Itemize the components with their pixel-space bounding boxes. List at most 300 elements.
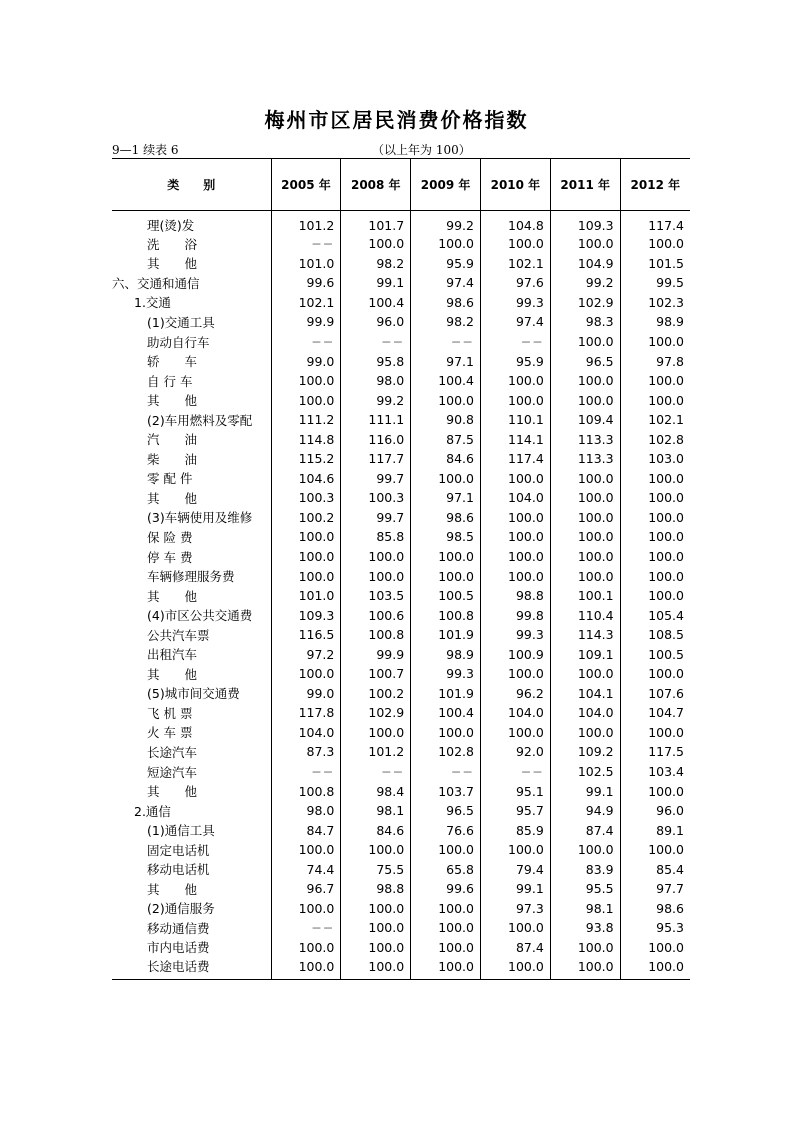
value-cell: −− bbox=[341, 762, 411, 782]
value-cell: 101.9 bbox=[411, 625, 481, 645]
value-cell: 100.9 bbox=[480, 644, 550, 664]
table-row bbox=[112, 860, 690, 880]
value-cell: −− bbox=[480, 762, 550, 782]
value-cell: 92.0 bbox=[480, 742, 550, 762]
value-cell: 85.9 bbox=[480, 820, 550, 840]
value-cell: 100.0 bbox=[620, 938, 690, 958]
table-row bbox=[112, 840, 690, 860]
row-label-cell bbox=[112, 918, 271, 938]
row-label-cell bbox=[112, 371, 271, 391]
value-cell: 99.0 bbox=[271, 351, 341, 371]
value-cell: 96.2 bbox=[480, 684, 550, 704]
value-cell: 109.3 bbox=[271, 605, 341, 625]
table-row bbox=[112, 410, 690, 430]
value-cell: 98.3 bbox=[550, 312, 620, 332]
value-cell: 99.9 bbox=[341, 644, 411, 664]
value-cell: −− bbox=[480, 332, 550, 352]
value-cell: 99.1 bbox=[550, 781, 620, 801]
value-cell: 100.0 bbox=[620, 469, 690, 489]
value-cell: 100.0 bbox=[341, 938, 411, 958]
value-cell: 100.0 bbox=[550, 508, 620, 528]
value-cell: 100.0 bbox=[550, 332, 620, 352]
value-cell: 99.3 bbox=[411, 664, 481, 684]
value-cell: 100.0 bbox=[550, 840, 620, 860]
value-cell: 100.0 bbox=[620, 390, 690, 410]
row-label-cell bbox=[112, 390, 271, 410]
value-cell: −− bbox=[271, 234, 341, 254]
value-cell: 98.9 bbox=[620, 312, 690, 332]
value-cell: 96.5 bbox=[411, 801, 481, 821]
value-cell: 110.1 bbox=[480, 410, 550, 430]
value-cell: 100.0 bbox=[620, 547, 690, 567]
value-cell: 100.0 bbox=[550, 547, 620, 567]
row-label-cell bbox=[112, 234, 271, 254]
row-label: (2)通信服务 bbox=[147, 901, 215, 917]
value-cell: 75.5 bbox=[341, 860, 411, 880]
value-cell: 99.7 bbox=[341, 508, 411, 528]
row-label-cell bbox=[112, 703, 271, 723]
value-cell: 98.0 bbox=[271, 801, 341, 821]
value-cell: 102.3 bbox=[620, 293, 690, 313]
row-label: 汽 油 bbox=[147, 432, 198, 448]
value-cell: 98.6 bbox=[411, 508, 481, 528]
value-cell: 95.3 bbox=[620, 918, 690, 938]
value-cell: 96.5 bbox=[550, 351, 620, 371]
table-row bbox=[112, 312, 690, 332]
row-label: 理(烫)发 bbox=[147, 218, 195, 233]
value-cell: 100.0 bbox=[480, 469, 550, 489]
value-cell: 100.8 bbox=[271, 781, 341, 801]
value-cell: 100.0 bbox=[550, 664, 620, 684]
value-cell: 105.4 bbox=[620, 605, 690, 625]
value-cell: 99.1 bbox=[480, 879, 550, 899]
value-cell: 85.4 bbox=[620, 860, 690, 880]
value-cell: 95.9 bbox=[411, 254, 481, 274]
row-label: 短途汽车 bbox=[147, 764, 198, 780]
value-cell: 98.2 bbox=[411, 312, 481, 332]
row-label: 移动电话机 bbox=[147, 862, 210, 878]
value-cell: 100.0 bbox=[550, 469, 620, 489]
row-label-cell bbox=[112, 527, 271, 547]
table-number: 9—1 续表 6 bbox=[112, 143, 179, 157]
row-label-cell bbox=[112, 723, 271, 743]
value-cell: 100.0 bbox=[480, 508, 550, 528]
value-cell: 100.0 bbox=[480, 371, 550, 391]
row-label: (5)城市间交通费 bbox=[147, 686, 240, 702]
value-cell: 100.3 bbox=[341, 488, 411, 508]
value-cell: 97.3 bbox=[480, 899, 550, 919]
value-cell: 102.9 bbox=[550, 293, 620, 313]
row-label: 其 他 bbox=[147, 784, 198, 800]
value-cell: 99.2 bbox=[411, 211, 481, 235]
value-cell: 102.1 bbox=[480, 254, 550, 274]
value-cell: 100.0 bbox=[550, 938, 620, 958]
row-label-cell bbox=[112, 957, 271, 980]
value-cell: 100.0 bbox=[411, 723, 481, 743]
value-cell: 100.0 bbox=[411, 469, 481, 489]
row-label: 固定电话机 bbox=[147, 842, 210, 858]
value-cell: 87.4 bbox=[550, 820, 620, 840]
row-label: 车辆修理服务费 bbox=[147, 569, 235, 585]
row-label: 长途电话费 bbox=[147, 959, 210, 975]
value-cell: 76.6 bbox=[411, 820, 481, 840]
value-cell: 84.6 bbox=[411, 449, 481, 469]
table-row bbox=[112, 211, 690, 235]
value-cell: 117.5 bbox=[620, 742, 690, 762]
value-cell: 74.4 bbox=[271, 860, 341, 880]
value-cell: 90.8 bbox=[411, 410, 481, 430]
table-row bbox=[112, 879, 690, 899]
row-label-cell bbox=[112, 488, 271, 508]
row-label: 零 配 件 bbox=[147, 471, 193, 487]
value-cell: 100.0 bbox=[620, 527, 690, 547]
value-cell: 100.2 bbox=[341, 684, 411, 704]
value-cell: 100.0 bbox=[341, 899, 411, 919]
row-label: 出租汽车 bbox=[147, 647, 198, 663]
table-header bbox=[112, 159, 690, 211]
table-row bbox=[112, 527, 690, 547]
value-cell: 100.5 bbox=[620, 644, 690, 664]
row-label-cell bbox=[112, 508, 271, 528]
row-label-cell bbox=[112, 781, 271, 801]
value-cell: 98.1 bbox=[341, 801, 411, 821]
row-label-cell bbox=[112, 429, 271, 449]
value-cell: 84.6 bbox=[341, 820, 411, 840]
value-cell: 113.3 bbox=[550, 449, 620, 469]
table-row bbox=[112, 957, 690, 980]
row-label-cell bbox=[112, 547, 271, 567]
value-cell: 97.4 bbox=[480, 312, 550, 332]
value-cell: 100.2 bbox=[271, 508, 341, 528]
value-cell: −− bbox=[271, 332, 341, 352]
row-label: (1)通信工具 bbox=[147, 823, 215, 839]
header-year: 2010 年 bbox=[480, 159, 550, 211]
value-cell: 100.0 bbox=[550, 390, 620, 410]
value-cell: 103.5 bbox=[341, 586, 411, 606]
row-label: 公共汽车票 bbox=[147, 627, 210, 643]
row-label: 其 他 bbox=[147, 588, 198, 604]
value-cell: 100.0 bbox=[411, 840, 481, 860]
value-cell: 100.0 bbox=[480, 234, 550, 254]
row-label: 柴 油 bbox=[147, 451, 198, 467]
row-label: 保 险 费 bbox=[147, 529, 193, 545]
value-cell: 98.5 bbox=[411, 527, 481, 547]
value-cell: 104.7 bbox=[620, 703, 690, 723]
value-cell: 65.8 bbox=[411, 860, 481, 880]
value-cell: 102.5 bbox=[550, 762, 620, 782]
value-cell: 100.0 bbox=[341, 840, 411, 860]
value-cell: 99.2 bbox=[550, 273, 620, 293]
value-cell: 100.0 bbox=[620, 488, 690, 508]
value-cell: 114.3 bbox=[550, 625, 620, 645]
row-label-cell bbox=[112, 332, 271, 352]
value-cell: 100.0 bbox=[550, 957, 620, 980]
table-row bbox=[112, 918, 690, 938]
value-cell: 100.0 bbox=[271, 840, 341, 860]
row-label: 火 车 票 bbox=[147, 725, 193, 741]
table-row bbox=[112, 254, 690, 274]
value-cell: 98.9 bbox=[411, 644, 481, 664]
value-cell: 99.2 bbox=[341, 390, 411, 410]
table-row bbox=[112, 762, 690, 782]
row-label-cell bbox=[112, 566, 271, 586]
value-cell: 114.1 bbox=[480, 429, 550, 449]
value-cell: 100.0 bbox=[411, 547, 481, 567]
value-cell: 100.0 bbox=[620, 371, 690, 391]
value-cell: 99.3 bbox=[480, 293, 550, 313]
table-row bbox=[112, 429, 690, 449]
value-cell: 83.9 bbox=[550, 860, 620, 880]
value-cell: 107.6 bbox=[620, 684, 690, 704]
value-cell: 100.0 bbox=[411, 938, 481, 958]
value-cell: 100.0 bbox=[480, 957, 550, 980]
value-cell: 101.7 bbox=[341, 211, 411, 235]
value-cell: 110.4 bbox=[550, 605, 620, 625]
value-cell: 115.2 bbox=[271, 449, 341, 469]
row-label-cell bbox=[112, 899, 271, 919]
row-label-cell bbox=[112, 410, 271, 430]
value-cell: 98.6 bbox=[620, 899, 690, 919]
value-cell: 100.0 bbox=[620, 508, 690, 528]
row-label-cell bbox=[112, 742, 271, 762]
value-cell: 103.7 bbox=[411, 781, 481, 801]
value-cell: 111.2 bbox=[271, 410, 341, 430]
value-cell: 87.4 bbox=[480, 938, 550, 958]
row-label: (1)交通工具 bbox=[147, 314, 215, 330]
value-cell: 109.3 bbox=[550, 211, 620, 235]
row-label: 长途汽车 bbox=[147, 744, 198, 760]
value-cell: 89.1 bbox=[620, 820, 690, 840]
value-cell: 100.0 bbox=[550, 234, 620, 254]
row-label-cell bbox=[112, 820, 271, 840]
value-cell: 117.8 bbox=[271, 703, 341, 723]
table-row bbox=[112, 469, 690, 489]
value-cell: 97.6 bbox=[480, 273, 550, 293]
row-label: 洗 浴 bbox=[147, 236, 198, 252]
value-cell: 104.6 bbox=[271, 469, 341, 489]
value-cell: 100.0 bbox=[550, 723, 620, 743]
table-row bbox=[112, 625, 690, 645]
value-cell: 100.0 bbox=[620, 957, 690, 980]
table-row bbox=[112, 566, 690, 586]
value-cell: 100.0 bbox=[341, 957, 411, 980]
value-cell: 95.8 bbox=[341, 351, 411, 371]
row-label-cell bbox=[112, 293, 271, 313]
value-cell: 100.0 bbox=[341, 723, 411, 743]
table-row bbox=[112, 488, 690, 508]
row-label-cell bbox=[112, 938, 271, 958]
value-cell: 95.1 bbox=[480, 781, 550, 801]
table-row bbox=[112, 234, 690, 254]
table-row bbox=[112, 801, 690, 821]
value-cell: 95.7 bbox=[480, 801, 550, 821]
row-label: 助动自行车 bbox=[147, 334, 210, 350]
value-cell: 100.0 bbox=[480, 664, 550, 684]
value-cell: 100.0 bbox=[271, 371, 341, 391]
table-row bbox=[112, 586, 690, 606]
row-label: 其 他 bbox=[147, 881, 198, 897]
value-cell: 102.8 bbox=[411, 742, 481, 762]
header-category: 类 别 bbox=[167, 178, 216, 192]
value-cell: 116.0 bbox=[341, 429, 411, 449]
value-cell: 98.1 bbox=[550, 899, 620, 919]
row-label-cell bbox=[112, 664, 271, 684]
value-cell: 100.0 bbox=[411, 390, 481, 410]
value-cell: 84.7 bbox=[271, 820, 341, 840]
value-cell: 101.9 bbox=[411, 684, 481, 704]
value-cell: 100.0 bbox=[411, 918, 481, 938]
value-cell: 100.0 bbox=[271, 527, 341, 547]
value-cell: 96.0 bbox=[341, 312, 411, 332]
value-cell: 95.5 bbox=[550, 879, 620, 899]
value-cell: 87.3 bbox=[271, 742, 341, 762]
value-cell: 85.8 bbox=[341, 527, 411, 547]
table-row bbox=[112, 938, 690, 958]
value-cell: 100.0 bbox=[480, 390, 550, 410]
value-cell: 101.0 bbox=[271, 586, 341, 606]
value-cell: 98.4 bbox=[341, 781, 411, 801]
value-cell: 100.0 bbox=[550, 566, 620, 586]
value-cell: 109.2 bbox=[550, 742, 620, 762]
value-cell: 100.3 bbox=[271, 488, 341, 508]
value-cell: 104.9 bbox=[550, 254, 620, 274]
value-cell: 99.3 bbox=[480, 625, 550, 645]
table-row bbox=[112, 605, 690, 625]
table-row bbox=[112, 273, 690, 293]
row-label-cell bbox=[112, 605, 271, 625]
header-year: 2009 年 bbox=[411, 159, 481, 211]
value-cell: 100.0 bbox=[271, 664, 341, 684]
base-note: （以上年为 100） bbox=[372, 143, 471, 157]
row-label-cell bbox=[112, 840, 271, 860]
value-cell: 102.8 bbox=[620, 429, 690, 449]
row-label-cell bbox=[112, 762, 271, 782]
value-cell: 109.4 bbox=[550, 410, 620, 430]
value-cell: 100.0 bbox=[480, 840, 550, 860]
row-label-cell bbox=[112, 586, 271, 606]
table-row bbox=[112, 644, 690, 664]
value-cell: 97.1 bbox=[411, 488, 481, 508]
row-label: 其 他 bbox=[147, 490, 198, 506]
value-cell: 96.0 bbox=[620, 801, 690, 821]
value-cell: 93.8 bbox=[550, 918, 620, 938]
value-cell: 104.8 bbox=[480, 211, 550, 235]
row-label: 停 车 费 bbox=[147, 549, 193, 565]
value-cell: 97.4 bbox=[411, 273, 481, 293]
table-row bbox=[112, 390, 690, 410]
row-label-cell bbox=[112, 211, 271, 235]
row-label-cell bbox=[112, 273, 271, 293]
value-cell: 104.0 bbox=[480, 488, 550, 508]
value-cell: 98.8 bbox=[341, 879, 411, 899]
value-cell: 100.0 bbox=[550, 371, 620, 391]
value-cell: 100.0 bbox=[411, 234, 481, 254]
row-label-cell bbox=[112, 625, 271, 645]
value-cell: 102.9 bbox=[341, 703, 411, 723]
value-cell: 100.0 bbox=[411, 899, 481, 919]
header-year: 2012 年 bbox=[620, 159, 690, 211]
value-cell: 99.8 bbox=[480, 605, 550, 625]
row-label-cell bbox=[112, 312, 271, 332]
value-cell: 100.8 bbox=[341, 625, 411, 645]
value-cell: 100.0 bbox=[480, 566, 550, 586]
value-cell: 100.0 bbox=[620, 664, 690, 684]
value-cell: 97.7 bbox=[620, 879, 690, 899]
value-cell: 100.4 bbox=[411, 371, 481, 391]
value-cell: 100.8 bbox=[411, 605, 481, 625]
row-label: 其 他 bbox=[147, 256, 198, 272]
table-row bbox=[112, 547, 690, 567]
row-label: 其 他 bbox=[147, 393, 198, 409]
value-cell: 117.4 bbox=[480, 449, 550, 469]
value-cell: 100.5 bbox=[411, 586, 481, 606]
table-row bbox=[112, 899, 690, 919]
value-cell: 100.7 bbox=[341, 664, 411, 684]
page-title: 梅州市区居民消费价格指数 bbox=[264, 108, 529, 132]
value-cell: 101.2 bbox=[341, 742, 411, 762]
value-cell: 87.5 bbox=[411, 429, 481, 449]
value-cell: 98.2 bbox=[341, 254, 411, 274]
value-cell: 116.5 bbox=[271, 625, 341, 645]
value-cell: 117.4 bbox=[620, 211, 690, 235]
row-label-cell bbox=[112, 860, 271, 880]
row-label: 移动通信费 bbox=[147, 920, 210, 936]
value-cell: 100.4 bbox=[411, 703, 481, 723]
row-label: (2)车用燃料及零配 bbox=[147, 412, 253, 428]
row-label: 飞 机 票 bbox=[147, 705, 193, 721]
value-cell: 100.0 bbox=[411, 957, 481, 980]
value-cell: 104.0 bbox=[550, 703, 620, 723]
value-cell: 100.0 bbox=[550, 527, 620, 547]
value-cell: 100.0 bbox=[620, 723, 690, 743]
value-cell: 101.5 bbox=[620, 254, 690, 274]
value-cell: 109.1 bbox=[550, 644, 620, 664]
row-label: 其 他 bbox=[147, 666, 198, 682]
value-cell: 99.7 bbox=[341, 469, 411, 489]
row-label: (4)市区公共交通费 bbox=[147, 608, 253, 624]
value-cell: 97.1 bbox=[411, 351, 481, 371]
value-cell: 100.0 bbox=[271, 390, 341, 410]
value-cell: 100.0 bbox=[271, 566, 341, 586]
value-cell: −− bbox=[341, 332, 411, 352]
value-cell: 100.0 bbox=[271, 957, 341, 980]
table-row bbox=[112, 781, 690, 801]
value-cell: 97.2 bbox=[271, 644, 341, 664]
value-cell: 100.0 bbox=[620, 840, 690, 860]
header-year: 2005 年 bbox=[271, 159, 341, 211]
price-index-table bbox=[112, 158, 690, 980]
row-label: 市内电话费 bbox=[147, 940, 210, 956]
value-cell: 100.4 bbox=[341, 293, 411, 313]
row-label: 2.通信 bbox=[134, 803, 171, 819]
value-cell: 99.5 bbox=[620, 273, 690, 293]
row-label-cell bbox=[112, 644, 271, 664]
value-cell: 114.8 bbox=[271, 429, 341, 449]
row-label-cell bbox=[112, 254, 271, 274]
header-year: 2011 年 bbox=[550, 159, 620, 211]
value-cell: 100.1 bbox=[550, 586, 620, 606]
value-cell: 113.3 bbox=[550, 429, 620, 449]
value-cell: 102.1 bbox=[620, 410, 690, 430]
table-row bbox=[112, 351, 690, 371]
value-cell: 98.6 bbox=[411, 293, 481, 313]
value-cell: 94.9 bbox=[550, 801, 620, 821]
value-cell: 104.0 bbox=[480, 703, 550, 723]
table-row bbox=[112, 742, 690, 762]
value-cell: 99.1 bbox=[341, 273, 411, 293]
table-row bbox=[112, 684, 690, 704]
row-label-cell bbox=[112, 684, 271, 704]
